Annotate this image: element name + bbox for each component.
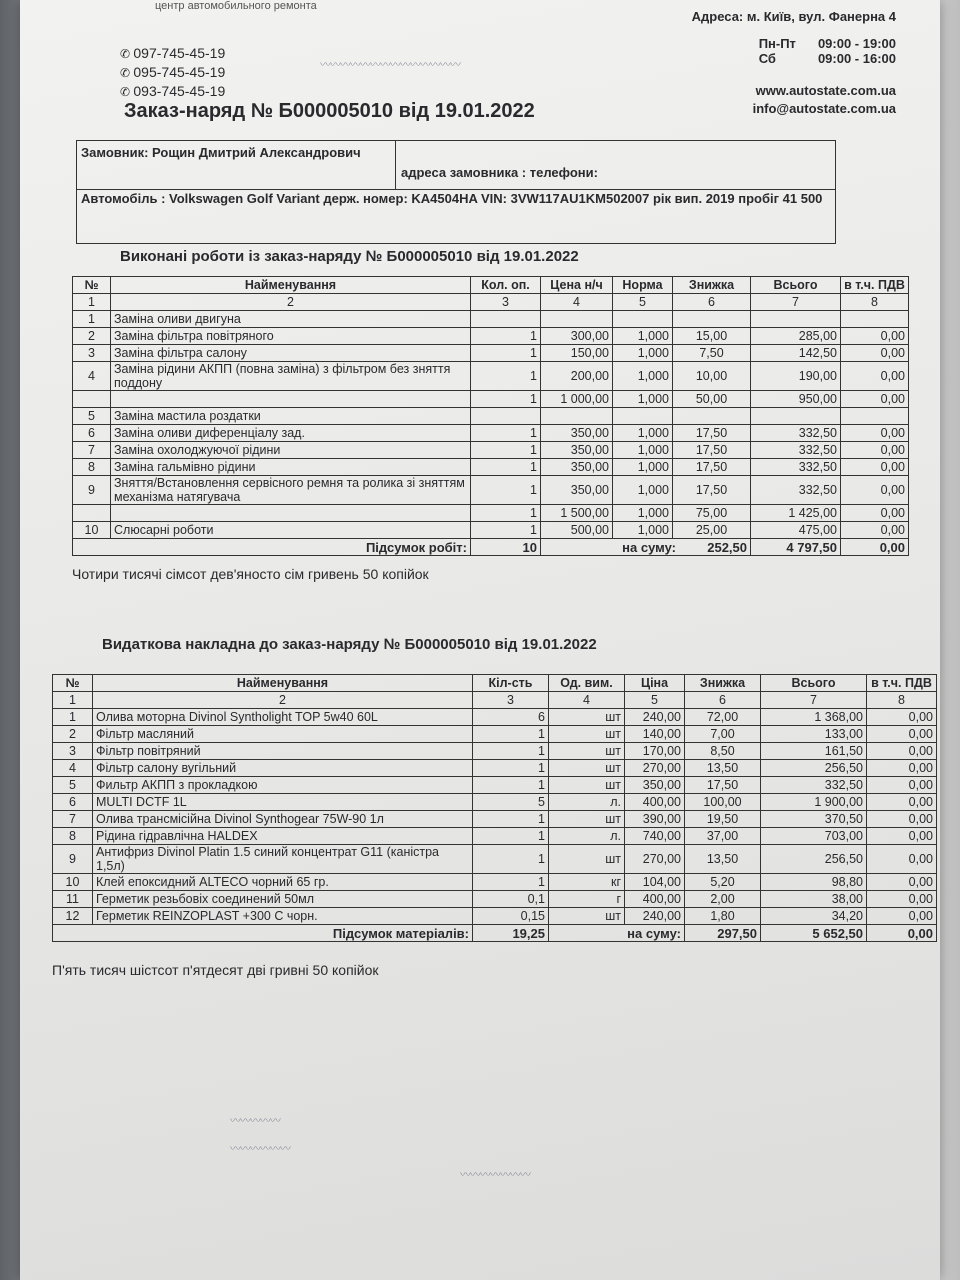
materials-cell: 1 900,00 bbox=[761, 794, 867, 811]
works-cell: 1 bbox=[471, 442, 541, 459]
materials-cell: 0,00 bbox=[867, 709, 937, 726]
materials-cell: 11 bbox=[53, 891, 93, 908]
works-cell: 332,50 bbox=[751, 476, 841, 505]
materials-cell: шт bbox=[549, 760, 625, 777]
table-row bbox=[53, 811, 937, 828]
table-row bbox=[53, 760, 937, 777]
materials-cell: Герметик REINZOPLAST +300 С чорн. bbox=[93, 908, 473, 925]
works-column-number: 6 bbox=[673, 294, 751, 311]
table-row bbox=[53, 845, 937, 874]
works-cell: 75,00 bbox=[673, 505, 751, 522]
materials-cell: 350,00 bbox=[625, 777, 685, 794]
email-link[interactable]: info@autostate.com.ua bbox=[752, 101, 896, 116]
works-table bbox=[72, 276, 909, 556]
works-cell: 285,00 bbox=[751, 328, 841, 345]
materials-header-cell: Ціна bbox=[625, 675, 685, 692]
works-cell: 200,00 bbox=[541, 362, 613, 391]
materials-cell: шт bbox=[549, 726, 625, 743]
materials-cell: 140,00 bbox=[625, 726, 685, 743]
works-cell: 350,00 bbox=[541, 442, 613, 459]
materials-cell: Фільтр салону вугільний bbox=[93, 760, 473, 777]
works-cell bbox=[751, 408, 841, 425]
works-column-number: 1 bbox=[73, 294, 111, 311]
materials-cell: 0,00 bbox=[867, 760, 937, 777]
materials-cell: шт bbox=[549, 709, 625, 726]
materials-cell: 7,00 bbox=[685, 726, 761, 743]
materials-cell: 270,00 bbox=[625, 760, 685, 777]
materials-cell: Фільтр повітряний bbox=[93, 743, 473, 760]
materials-cell: 1 bbox=[473, 726, 549, 743]
materials-cell: 1 bbox=[473, 760, 549, 777]
materials-cell: 0,00 bbox=[867, 794, 937, 811]
works-cell bbox=[751, 311, 841, 328]
materials-cell: Рідина гідравлічна HALDEX bbox=[93, 828, 473, 845]
works-header-cell: Знижка bbox=[673, 277, 751, 294]
works-cell: 1 bbox=[471, 362, 541, 391]
materials-cell: Фильтр АКПП з прокладкою bbox=[93, 777, 473, 794]
materials-cell: 19,50 bbox=[685, 811, 761, 828]
materials-cell: 8,50 bbox=[685, 743, 761, 760]
customer-address-phones: адреса замовника : телефони: bbox=[401, 165, 598, 180]
works-cell: 142,50 bbox=[751, 345, 841, 362]
works-cell: 0,00 bbox=[841, 328, 909, 345]
materials-cell: 7 bbox=[53, 811, 93, 828]
materials-cell: 332,50 bbox=[761, 777, 867, 794]
works-cell: 0,00 bbox=[841, 391, 909, 408]
works-cell: 1,000 bbox=[613, 345, 673, 362]
works-header-cell: Всього bbox=[751, 277, 841, 294]
materials-cell: 0,00 bbox=[867, 811, 937, 828]
table-row bbox=[53, 828, 937, 845]
order-title: Заказ-наряд № Б000005010 від 19.01.2022 bbox=[124, 100, 535, 122]
materials-cell: 17,50 bbox=[685, 777, 761, 794]
materials-cell: 5,20 bbox=[685, 874, 761, 891]
works-cell: Заміна гальмівно рідини bbox=[111, 459, 471, 476]
handwritten-scribble: 〰︎〰︎〰︎〰︎〰︎〰︎〰︎ bbox=[460, 1169, 530, 1181]
vehicle-info: Автомобіль : Volkswagen Golf Variant держ. номер: KA4504HA VIN: 3VW117AU1KM502007 рік вип. 2019 пробіг 41 500 bbox=[81, 191, 823, 206]
works-cell bbox=[613, 408, 673, 425]
table-row bbox=[53, 726, 937, 743]
phone-number[interactable]: ✆ 097-745-45-19 bbox=[120, 44, 225, 63]
works-cell: 1,000 bbox=[613, 425, 673, 442]
table-row bbox=[53, 908, 937, 925]
works-cell: 1 bbox=[471, 391, 541, 408]
phone-number[interactable]: ✆ 093-745-45-19 bbox=[120, 82, 225, 101]
works-cell: 17,50 bbox=[673, 459, 751, 476]
works-column-number: 5 bbox=[613, 294, 673, 311]
materials-cell: MULTI DCTF 1L bbox=[93, 794, 473, 811]
works-cell: 6 bbox=[73, 425, 111, 442]
hours-days: Сб bbox=[758, 51, 776, 66]
works-cell: 350,00 bbox=[541, 425, 613, 442]
materials-cell: 34,20 bbox=[761, 908, 867, 925]
works-cell: 1,000 bbox=[613, 476, 673, 505]
works-sum-in-words: Чотири тисячі сімсот дев'яносто сім гривень 50 копійок bbox=[72, 566, 429, 582]
materials-cell: 13,50 bbox=[685, 845, 761, 874]
works-cell bbox=[673, 311, 751, 328]
table-row bbox=[73, 391, 909, 408]
materials-cell: 740,00 bbox=[625, 828, 685, 845]
works-cell: Заміна охолоджуючої рідини bbox=[111, 442, 471, 459]
materials-cell: 400,00 bbox=[625, 794, 685, 811]
works-cell: 300,00 bbox=[541, 328, 613, 345]
works-cell: 950,00 bbox=[751, 391, 841, 408]
materials-cell: 0,15 bbox=[473, 908, 549, 925]
works-cell bbox=[111, 505, 471, 522]
works-cell: 350,00 bbox=[541, 476, 613, 505]
works-table-wrap bbox=[72, 276, 909, 582]
works-cell: 10,00 bbox=[673, 362, 751, 391]
materials-cell: 400,00 bbox=[625, 891, 685, 908]
materials-cell: 1 bbox=[473, 874, 549, 891]
works-total-discount: 252,50 bbox=[707, 539, 747, 555]
works-cell: 150,00 bbox=[541, 345, 613, 362]
works-cell: 9 bbox=[73, 476, 111, 505]
materials-cell: 1 bbox=[473, 777, 549, 794]
works-cell bbox=[541, 311, 613, 328]
divider bbox=[77, 189, 835, 190]
materials-cell: 170,00 bbox=[625, 743, 685, 760]
materials-cell: 1 bbox=[473, 743, 549, 760]
works-cell: 17,50 bbox=[673, 425, 751, 442]
works-cell: 4 bbox=[73, 362, 111, 391]
materials-total-sum: 5 652,50 bbox=[761, 925, 867, 942]
materials-table-wrap bbox=[52, 674, 937, 978]
materials-cell: 8 bbox=[53, 828, 93, 845]
materials-cell: 5 bbox=[473, 794, 549, 811]
materials-cell: 0,1 bbox=[473, 891, 549, 908]
works-cell: 1 bbox=[73, 311, 111, 328]
works-cell: 0,00 bbox=[841, 476, 909, 505]
materials-cell: 1 bbox=[53, 709, 93, 726]
works-header-cell: в т.ч. ПДВ bbox=[841, 277, 909, 294]
table-row bbox=[73, 476, 909, 505]
materials-sum-label: на суму: bbox=[549, 925, 685, 942]
materials-cell: 98,80 bbox=[761, 874, 867, 891]
materials-title: Видаткова накладна до заказ-наряду № Б000005010 від 19.01.2022 bbox=[102, 636, 597, 653]
works-header-cell: Кол. оп. bbox=[471, 277, 541, 294]
materials-total-label: Підсумок матеріалів: bbox=[53, 925, 473, 942]
materials-cell: 100,00 bbox=[685, 794, 761, 811]
works-cell: 1,000 bbox=[613, 391, 673, 408]
materials-cell: 1 bbox=[473, 811, 549, 828]
works-cell bbox=[471, 311, 541, 328]
materials-total-vat: 0,00 bbox=[867, 925, 937, 942]
materials-cell: Антифриз Divinol Platin 1.5 синий концентрат G11 (каністра 1,5л) bbox=[93, 845, 473, 874]
materials-cell: 2 bbox=[53, 726, 93, 743]
materials-cell: Олива моторна Divinol Syntholight TOP 5w40 60L bbox=[93, 709, 473, 726]
materials-cell: 12 bbox=[53, 908, 93, 925]
working-hours bbox=[737, 36, 896, 66]
works-cell: 0,00 bbox=[841, 522, 909, 539]
materials-cell: шт bbox=[549, 777, 625, 794]
materials-cell: 3 bbox=[53, 743, 93, 760]
works-header-cell: Норма bbox=[613, 277, 673, 294]
works-cell: 1 bbox=[471, 425, 541, 442]
materials-cell: кг bbox=[549, 874, 625, 891]
works-cell: Заміна мастила роздатки bbox=[111, 408, 471, 425]
works-cell bbox=[111, 391, 471, 408]
works-column-number: 2 bbox=[111, 294, 471, 311]
materials-column-number: 4 bbox=[549, 692, 625, 709]
works-cell: 350,00 bbox=[541, 459, 613, 476]
works-cell: 25,00 bbox=[673, 522, 751, 539]
works-cell: 1,000 bbox=[613, 442, 673, 459]
materials-cell: шт bbox=[549, 743, 625, 760]
works-cell: 1 bbox=[471, 505, 541, 522]
document-sheet bbox=[20, 0, 940, 1280]
materials-cell: л. bbox=[549, 828, 625, 845]
works-cell bbox=[73, 505, 111, 522]
table-row bbox=[73, 425, 909, 442]
works-cell: 1,000 bbox=[613, 459, 673, 476]
materials-table bbox=[52, 674, 937, 942]
materials-cell: 703,00 bbox=[761, 828, 867, 845]
works-cell: 8 bbox=[73, 459, 111, 476]
table-row bbox=[73, 328, 909, 345]
materials-cell: 133,00 bbox=[761, 726, 867, 743]
works-cell bbox=[471, 408, 541, 425]
materials-header-cell: Найменування bbox=[93, 675, 473, 692]
materials-column-number: 8 bbox=[867, 692, 937, 709]
works-cell: Заміна рідини АКПП (повна заміна) з фільтром без зняття поддону bbox=[111, 362, 471, 391]
materials-cell: 0,00 bbox=[867, 908, 937, 925]
materials-header-cell: № bbox=[53, 675, 93, 692]
materials-cell: 37,00 bbox=[685, 828, 761, 845]
works-cell: 332,50 bbox=[751, 425, 841, 442]
contact-web bbox=[753, 82, 896, 118]
works-cell: Заміна оливи двигуна bbox=[111, 311, 471, 328]
works-cell: 0,00 bbox=[841, 362, 909, 391]
table-row bbox=[53, 743, 937, 760]
table-row bbox=[73, 522, 909, 539]
works-cell: Заміна фільтра салону bbox=[111, 345, 471, 362]
divider bbox=[395, 141, 396, 189]
works-cell: 500,00 bbox=[541, 522, 613, 539]
materials-cell: 256,50 bbox=[761, 760, 867, 777]
works-cell: 1 bbox=[471, 328, 541, 345]
materials-sum-in-words: П'ять тисяч шістсот п'ятдесят дві гривні 50 копійок bbox=[52, 962, 379, 978]
works-cell: 5 bbox=[73, 408, 111, 425]
materials-cell: 4 bbox=[53, 760, 93, 777]
hours-time: 09:00 - 19:00 bbox=[817, 36, 896, 51]
materials-column-number: 7 bbox=[761, 692, 867, 709]
works-cell: 7,50 bbox=[673, 345, 751, 362]
materials-cell: шт bbox=[549, 908, 625, 925]
works-cell: 0,00 bbox=[841, 459, 909, 476]
materials-cell: 10 bbox=[53, 874, 93, 891]
works-cell: 1 bbox=[471, 476, 541, 505]
materials-cell: 0,00 bbox=[867, 777, 937, 794]
works-cell: 1,000 bbox=[613, 362, 673, 391]
materials-cell: 6 bbox=[473, 709, 549, 726]
works-cell: 475,00 bbox=[751, 522, 841, 539]
works-cell: 50,00 bbox=[673, 391, 751, 408]
works-column-number: 7 bbox=[751, 294, 841, 311]
table-row bbox=[73, 459, 909, 476]
works-cell: 1 bbox=[471, 345, 541, 362]
works-cell: 3 bbox=[73, 345, 111, 362]
materials-cell: 1 bbox=[473, 828, 549, 845]
customer-name: Замовник: Рощин Дмитрий Александрович bbox=[81, 145, 361, 160]
works-cell: 2 bbox=[73, 328, 111, 345]
materials-cell: Фільтр масляний bbox=[93, 726, 473, 743]
materials-cell: 240,00 bbox=[625, 709, 685, 726]
works-total-vat: 0,00 bbox=[841, 539, 909, 556]
works-cell: 1 500,00 bbox=[541, 505, 613, 522]
materials-cell: г bbox=[549, 891, 625, 908]
materials-cell: 0,00 bbox=[867, 726, 937, 743]
works-column-number: 3 bbox=[471, 294, 541, 311]
materials-cell: 0,00 bbox=[867, 874, 937, 891]
works-cell bbox=[541, 408, 613, 425]
materials-header-cell: Кіл-сть bbox=[473, 675, 549, 692]
materials-header-cell: Од. вим. bbox=[549, 675, 625, 692]
works-cell: 17,50 bbox=[673, 442, 751, 459]
table-row bbox=[73, 345, 909, 362]
materials-cell: 38,00 bbox=[761, 891, 867, 908]
works-cell: 7 bbox=[73, 442, 111, 459]
materials-cell: 72,00 bbox=[685, 709, 761, 726]
materials-cell: 9 bbox=[53, 845, 93, 874]
works-total-label: Підсумок робіт: bbox=[73, 539, 471, 556]
materials-column-number: 3 bbox=[473, 692, 549, 709]
works-total-row bbox=[73, 539, 909, 556]
works-cell bbox=[613, 311, 673, 328]
works-cell: 332,50 bbox=[751, 442, 841, 459]
materials-column-number: 1 bbox=[53, 692, 93, 709]
materials-cell: 256,50 bbox=[761, 845, 867, 874]
website-link[interactable]: www.autostate.com.ua bbox=[755, 83, 896, 98]
works-cell: 1 425,00 bbox=[751, 505, 841, 522]
works-cell bbox=[73, 391, 111, 408]
materials-cell: Клей епоксидний ALTECO чорний 65 гр. bbox=[93, 874, 473, 891]
works-header-cell: № bbox=[73, 277, 111, 294]
materials-column-number: 6 bbox=[685, 692, 761, 709]
works-sum-label: на суму: bbox=[622, 539, 676, 555]
materials-header-cell: Всього bbox=[761, 675, 867, 692]
works-cell: 332,50 bbox=[751, 459, 841, 476]
materials-cell: 5 bbox=[53, 777, 93, 794]
works-cell: 17,50 bbox=[673, 476, 751, 505]
phone-number[interactable]: ✆ 095-745-45-19 bbox=[120, 63, 225, 82]
table-row bbox=[73, 408, 909, 425]
works-cell: 1 bbox=[471, 459, 541, 476]
materials-cell: 1 368,00 bbox=[761, 709, 867, 726]
works-header-cell: Цена н/ч bbox=[541, 277, 613, 294]
hours-days: Пн-Пт bbox=[758, 36, 796, 51]
materials-cell: 0,00 bbox=[867, 743, 937, 760]
works-column-number: 4 bbox=[541, 294, 613, 311]
table-row bbox=[73, 311, 909, 328]
works-title: Виконані роботи із заказ-наряду № Б000005010 від 19.01.2022 bbox=[120, 248, 579, 265]
table-row bbox=[73, 442, 909, 459]
works-cell: 15,00 bbox=[673, 328, 751, 345]
materials-cell: шт bbox=[549, 845, 625, 874]
works-cell: 1,000 bbox=[613, 522, 673, 539]
materials-header-cell: Знижка bbox=[685, 675, 761, 692]
table-row bbox=[53, 709, 937, 726]
materials-cell: 0,00 bbox=[867, 828, 937, 845]
works-cell bbox=[841, 311, 909, 328]
materials-header-cell: в т.ч. ПДВ bbox=[867, 675, 937, 692]
table-row bbox=[73, 362, 909, 391]
materials-column-number: 2 bbox=[93, 692, 473, 709]
works-cell: Заміна фільтра повітряного bbox=[111, 328, 471, 345]
works-column-number: 8 bbox=[841, 294, 909, 311]
materials-cell: 161,50 bbox=[761, 743, 867, 760]
materials-cell: 1 bbox=[473, 845, 549, 874]
works-cell: 0,00 bbox=[841, 345, 909, 362]
materials-cell: 240,00 bbox=[625, 908, 685, 925]
works-total-qty: 10 bbox=[471, 539, 541, 556]
table-row bbox=[53, 794, 937, 811]
hours-time: 09:00 - 16:00 bbox=[817, 51, 896, 66]
works-cell: 1 bbox=[471, 522, 541, 539]
table-row bbox=[53, 891, 937, 908]
materials-cell: Олива трансмісійна Divinol Synthogear 75W-90 1л bbox=[93, 811, 473, 828]
handwritten-scribble: 〰︎〰︎〰︎〰︎〰︎〰︎ bbox=[230, 1143, 290, 1155]
works-cell: 1,000 bbox=[613, 505, 673, 522]
materials-cell: 0,00 bbox=[867, 891, 937, 908]
works-cell: 0,00 bbox=[841, 442, 909, 459]
materials-cell: л. bbox=[549, 794, 625, 811]
materials-cell: 390,00 bbox=[625, 811, 685, 828]
materials-cell: 1,80 bbox=[685, 908, 761, 925]
materials-cell: 2,00 bbox=[685, 891, 761, 908]
works-cell bbox=[673, 408, 751, 425]
materials-total-discount: 297,50 bbox=[685, 925, 761, 942]
works-cell: 1 000,00 bbox=[541, 391, 613, 408]
materials-total-qty: 19,25 bbox=[473, 925, 549, 942]
customer-box bbox=[76, 140, 836, 244]
handwritten-scribble: 〰︎〰︎〰︎〰︎〰︎〰︎〰︎〰︎〰︎〰︎〰︎〰︎〰︎〰︎ bbox=[320, 59, 460, 71]
table-row bbox=[53, 777, 937, 794]
works-total-sum: 4 797,50 bbox=[751, 539, 841, 556]
works-cell: Слюсарні роботи bbox=[111, 522, 471, 539]
handwritten-scribble: 〰︎〰︎〰︎〰︎〰︎ bbox=[230, 1115, 280, 1127]
works-cell: Зняття/Встановлення сервісного ремня та ролика зі зняттям механізма натягувача bbox=[111, 476, 471, 505]
materials-cell: 270,00 bbox=[625, 845, 685, 874]
works-cell: 0,00 bbox=[841, 505, 909, 522]
works-cell: Заміна оливи диференціалу зад. bbox=[111, 425, 471, 442]
materials-cell: шт bbox=[549, 811, 625, 828]
materials-cell: 13,50 bbox=[685, 760, 761, 777]
works-cell bbox=[841, 408, 909, 425]
materials-cell: Герметик резьбовіх соединений 50мл bbox=[93, 891, 473, 908]
works-sum-label-cell bbox=[541, 539, 751, 556]
table-row bbox=[73, 505, 909, 522]
works-cell: 10 bbox=[73, 522, 111, 539]
materials-cell: 6 bbox=[53, 794, 93, 811]
works-cell: 190,00 bbox=[751, 362, 841, 391]
logo-subtitle: центр автомобильного ремонта bbox=[155, 0, 317, 12]
table-row bbox=[53, 874, 937, 891]
materials-cell: 370,50 bbox=[761, 811, 867, 828]
company-address: Адреса: м. Київ, вул. Фанерна 4 bbox=[691, 9, 896, 24]
materials-cell: 104,00 bbox=[625, 874, 685, 891]
materials-column-number: 5 bbox=[625, 692, 685, 709]
materials-total-row bbox=[53, 925, 937, 942]
works-cell: 1,000 bbox=[613, 328, 673, 345]
works-cell: 0,00 bbox=[841, 425, 909, 442]
phone-list bbox=[120, 44, 225, 101]
materials-cell: 0,00 bbox=[867, 845, 937, 874]
works-header-cell: Найменування bbox=[111, 277, 471, 294]
